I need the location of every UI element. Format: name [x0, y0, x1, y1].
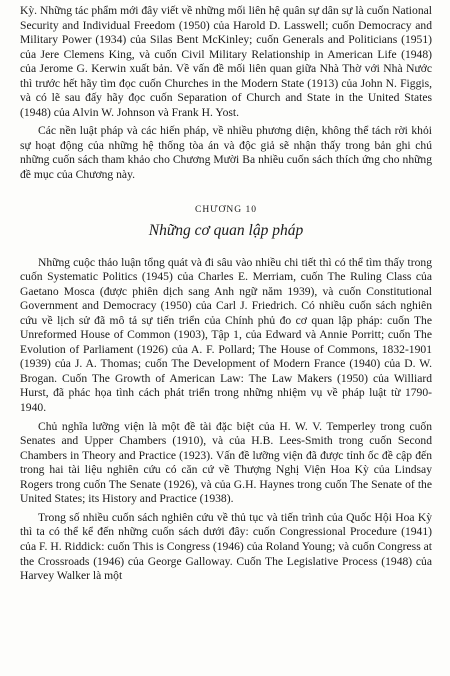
paragraph: Các nền luật pháp và các hiến pháp, về nhiều phương diện, không thể tách rời khỏi sự hoạt động của những hệ thống tòa án và độc giả sẽ nhận thấy trong bản ghi chú những cuốn sách tham khảo cho Chương Mười Ba nhiều cuốn sách thích ứng cho những đề mục của Chương này. [20, 124, 432, 182]
chapter-label: CHƯƠNG 10 [194, 204, 258, 215]
paragraph: Những cuộc thảo luận tổng quát và đi sâu vào nhiều chi tiết thì có thể tìm thấy trong cuốn Systematic Politics (1945) của Charles E. Merriam, cuốn The Ruling Class của Gaetano Mosca (được phiên dịch sang Anh ngữ năm 1939), và cuốn Constitutional Government and Democracy (1950) của Carl J. Friedrich. Có nhiều cuốn sách nghiên cứu về lịch sử đã mô tả sự tiến triển của Chính phủ đo cơ quan lập pháp: cuốn The Unreformed House of Common (1903), Tập 1, của Edward và Annie Porritt; cuốn The Evolution of Parliament (1926) của A. F. Pollard; The House of Commons, 1832-1901 (1939) của J. A. Thomas; cuốn The Development of Modern France (1940) của D. W. Brogan. Cuốn The Growth of American Law: The Law Makers (1950) của Williard Hurst, đã phác họa tình cách phát triển trong những nhiệm vụ về pháp luật từ 1790-1940. [20, 255, 432, 415]
paragraph: Kỳ. Những tác phẩm mới đây viết về những mối liên hệ quân sự dân sự là cuốn National Security and Individual Freedom (1950) của Harold D. Lasswell; cuốn Democracy and Military Power (1934) của Silas Bent McKinley; cuốn Generals and Politicians (1951) của Jere Clemens King, và cuốn Civil Military Relationship in American Life (1948) của Jerome G. Kerwin xuất bản. Về vấn đề mối liên quan giữa Nhà Thờ với Nhà Nước thì trước hết hãy tìm đọc cuốn Churches in the Modern State (1913) của John N. Figgis, và có lẽ sau đấy hãy đọc cuốn Separation of Church and State in the United States (1948) của Alvin W. Johnson và Frank H. Yost. [20, 4, 432, 119]
paragraph: Trong số nhiều cuốn sách nghiên cứu về thủ tục và tiến trình của Quốc Hội Hoa Kỳ thì ta có thể kể đến những cuốn sách dưới đây: cuốn Congressional Procedure (1941) của F. H. Riddick: cuốn This is Congress (1946) của Roland Young; và cuốn Congress at the Crossroads (1946) của George Galloway. Cuốn The Legislative Process (1948) của Harvey Walker là một [20, 510, 432, 583]
paragraph: Chủ nghĩa lưỡng viện là một đề tài đặc biệt của H. W. V. Temperley trong cuốn Senates and Upper Chambers (1910), và của H.B. Lees-Smith trong cuốn Second Chambers in Theory and Practice (1923). Vấn đề lưỡng viện đã được tỉnh ốc đề cập đến trong hai tài liệu nghiên cứu có căn cứ về Thượng Nghị Viện Hoa Kỳ của Lindsay Rogers trong cuốn The Senate (1926), và của G.H. Haynes trong cuốn The Senate of the United States; its History and Practice (1938). [20, 419, 432, 506]
chapter-title: Những cơ quan lập pháp [148, 221, 304, 239]
